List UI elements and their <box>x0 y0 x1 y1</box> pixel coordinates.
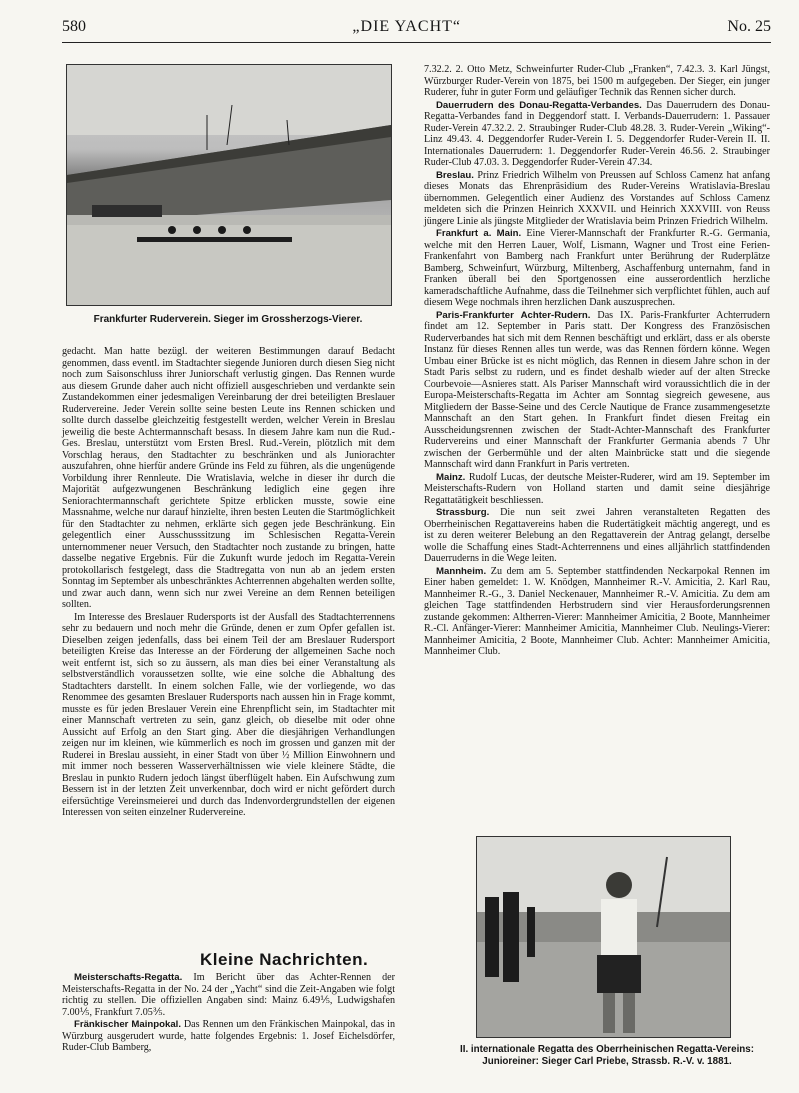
rower-photo-caption: II. internationale Regatta des Oberrheinischen Regatta-Vereins: Junioreiner: Sieger Carl Priebe, Strassb. R.-V. v. 1881. <box>460 1044 754 1067</box>
rowing-photo-image <box>67 65 391 305</box>
news-item-title: Dauerrudern des Donau-Regatta-Verbandes. <box>436 99 642 111</box>
news-item-text: Das Rennen um den Fränkischen Mainpokal, das in Würzburg ausgerudert wurde, hatte folgendes Ergebnis: 1. Josef Eichelsdörfer, Ruder-Club Bamberg, <box>62 1019 395 1053</box>
news-item-text: Im Bericht über das Achter-Rennen der Meisterschafts-Regatta in der No. 24 der „Yacht“ sind die Zeit-Angaben wie folgt richtig zu stellen. Die offiziellen Angaben sind: Mainz 6.49⅕, Ludwigshafen 7.00⅕, Frankfurt 7.05⅗. <box>62 972 395 1018</box>
news-item-title: Fränkischer Mainpokal. <box>74 1019 181 1030</box>
left-column <box>62 346 395 819</box>
rower-photo <box>476 836 731 1038</box>
page-header <box>62 18 771 44</box>
news-item-title: Paris-Frankfurter Achter-Rudern. <box>436 309 591 321</box>
news-item-text: Zu dem am 5. September stattfindenden Neckarpokal Rennen im Einer haben gemeldet: 1. W. Knödgen, Mannheimer R.-V. Amicitia, 2. Karl Rau, Mannheimer R.-G., 3. Daniel Neckenauer, Mannheimer R.-V. Amicitia. Zu dem am gleichen Tage stattfindenden Herbstrudern sind vier Herausforderungsrennen zustande gekommen: Altherren-Vierer: Mannheimer Amicitia, 2 Boote, Mannheimer R.-Cl. Anfänger-Vierer: Mannheimer Amicitia, Mannheimer Club. Neulings-Vierer: Mannheimer Amicitia, 2 Boote, Mannheimer Club. Achter: Mannheimer Amicitia, Mannheimer Club. <box>424 565 770 657</box>
news-item <box>424 507 770 565</box>
news-item <box>62 1019 395 1054</box>
section-title: Kleine Nachrichten. <box>200 950 369 969</box>
news-item-title: Frankfurt a. Main. <box>436 228 522 239</box>
news-item-text: Die nun seit zwei Jahren veranstalteten Regatten des Oberrheinischen Regattavereins haben die Rudertätigkeit mächtig angeregt, und es ist zu deren weiterer Belebung an den Regattaverein der Antrag gelangt, derselbe wolle die Schaffung eines Stadt-Achterrennens und eines alljährlich stattfindenden Dauerruderns in die Wege leiten. <box>424 507 770 564</box>
news-item-title: Strassburg. <box>436 507 490 518</box>
header-rule <box>62 42 771 43</box>
news-item <box>424 566 770 658</box>
news-item-text: Rudolf Lucas, der deutsche Meister-Ruderer, wird am 19. September im Meisterschafts-Rudern von Holland starten und damit seine diesjährige Regattatätigkeit beschliessen. <box>424 471 770 506</box>
news-item-text: Das IX. Paris-Frankfurter Achterrudern findet am 12. September in Paris statt. Der Kongress des Französischen Ruderverbandes hat sich mit dem Rennen beschäftigt und erklärt, dass er als oberste Instanz für dieses Rennen alles tun werde, was das Rennen fördern könne. Wegen Umbau einer Brücke ist es nicht möglich, das Rennen in diesem Jahre schon in der Stadt Paris selbst zu rudern, und es findet deshalb wieder auf der alten Strecke Courbevoie—Asnieres statt. Als Pariser Mannschaft wird voraussichtlich die in der Europa-Meisterschafts-Regatta im Achter am Sonntag siegreich gewesene, aus Mitgliedern der Basse-Seine und des Cercle Nautique de France zusammengesetzte Mannschaft an den Start gehen. In Frankfurt findet diesen Freitag ein Ausscheidungsrennen zwischen der Stadt-Achter-Mannschaft des Frankfurter Rudervereins und einer Mannschaft der Frankfurter Germania abends 7 Uhr zwischen der Gerbermühle und der alten Mainbrücke statt und die siegende Mannschaft wird dann Frankfurt in Paris vertreten. <box>424 309 770 470</box>
rowing-photo-caption: Frankfurter Ruderverein. Sieger im Grossherzogs-Vierer. <box>93 314 363 325</box>
rower-photo-image <box>477 837 730 1037</box>
news-item <box>424 100 770 169</box>
news-item <box>62 972 395 1018</box>
journal-title: „DIE YACHT“ <box>352 18 462 35</box>
news-item-text: Das Dauerrudern des Donau-Regatta-Verbandes fand in Deggendorf statt. I. Verbands-Dauerrudern: 1. Passauer Ruder-Verein 47.32.2. 2. Straubinger Ruder-Club 48.28. 3. Ruder-Verein „Wiking“-Linz 49.43. 4. Deggendorfer Ruder-Verein I. 5. Deggendorfer Ruder-Verein II. II. Internationales Dauerrudern: 1. Deggendorfer Ruder-Verein 46.56. 2. Straubinger Ruder-Club 47.03. 3. Deggendorfer Ruder-Verein 47.34. <box>424 99 770 168</box>
issue-number: No. 25 <box>727 18 771 35</box>
news-item <box>424 472 770 507</box>
news-item <box>424 170 770 228</box>
left-paragraph: gedacht. Man hatte bezügl. der weiteren Bestimmungen darauf Bedacht genommen, dass eventl. im Stadtachter siegende Junioren durch diesen Sieg nicht noch zum Saisonschluss ihrer Juniorschaft verlustig gingen. Das Rennen wurde aus diesem Grunde daher auch nicht offiziell ausgeschrieben und verdankte sein Zustandekommen einer jedesmaligen Vereinbarung der drei beteiligten Breslauer Rudervereine. Jeder Verein sollte seine besten Leute ins Rennen schicken und sollte durch dasselbe gleichzeitig festgestellt werden, welcher Verein in Breslau jeweilig die beste Achtermannschaft besass. In diesem Jahre kam nun die Rud.-Ges. Breslau, unterstützt vom Ersten Bresl. Rud.-Verein, plötzlich mit dem Vorschlag heraus, den Stadtachter zu beschränken und als Juniorachter auszufahren, ohne hierfür andere Gründe ins Feld zu führen, als die ungenügende Vorbildung ihrer Rennleute. Die Wratislavia, welche in dieser ihr durch die Majorität aufgezwungenen Beschränkung lediglich eine gegen ihre Seniorachtermannschaft gerichtete Spitze erblicken musste, sowie eine Massnahme, welche nur darauf hinzielte, ihren besten Leuten die Startmöglichkeit für den Stadtachter zu nehmen, erklärte sich gegen jede Beschränkung. Ein gelegentlich einer Ausschusssitzung im Schlesischen Regatta-Verein unternommener neuer Versuch, den Stadtachter noch zustande zu bringen, hatte dasselbe negative Ergebnis. Für die Zukunft wurde jedoch im Regatta-Verein protokollarisch festgelegt, dass die Stadtregatta von nun ab an jedem ersten Sonntag im September als unbeschränktes Achterrennen abgehalten werden sollte, und zwar auch dann, wenn sich nur zwei Vereine an dem Rennen beteiligen sollten. <box>62 346 395 610</box>
right-paragraph: 7.32.2. 2. Otto Metz, Schweinfurter Ruder-Club „Franken“, 7.42.3. 3. Karl Jüngst, Würzburger Ruder-Verein von 1875, bei 1500 m aufgegeben. Der Sieger, ein junger Ruderer, fuhr in guter Form und geläufiger Technik das Rennen sicher durch. <box>424 64 770 98</box>
news-item <box>424 228 770 309</box>
kleine-nachrichten <box>62 972 395 1054</box>
right-column <box>424 64 770 658</box>
left-paragraph: Im Interesse des Breslauer Rudersports ist der Ausfall des Stadtachterrennens sehr zu bedauern und noch mehr die Gründe, denen er zum Opfer gefallen ist. Dieselben zeigen jedenfalls, dass bei einem Teil der am Breslauer Rudersport beteiligten Kreise das Interesse an der Förderung der allgemeinen Sache noch weit entfernt ist, sich so zu äussern, als man dies bei einer Veranstaltung als selbstverständlich voraussetzen sollte, wie eine solche die Abhaltung des Stadtachters darstellt. In einem solchen Falle, wie der vorliegende, wo das Renommee des gesamten Breslauer Rudersports nach aussen hin in Frage kommt, musste es für jeden Breslauer Verein eine Ehrenpflicht sein, im Stadtachter mit einer Mannschaft vertreten zu sein, ganz gleich, ob dieselbe mit oder ohne Aussicht auf Erfolg an den Start ging. Aber die diesjährigen Verhandlungen zeigen nur im kleinen, wie kümmerlich es noch im grossen und ganzen mit der Ruderei in Breslau aussieht, in einer Stadt von über ½ Million Einwohnern und mit immer noch besseren Wasserverhältnissen wie viele kleinere Städte, die Breslau in punkto Rudern jedoch längst überflügelt haben. Ein Aufschwung zum Bessern ist in der letzten Zeit unverkennbar, doch wird er nicht gefördert durch eifersüchtige Vereinsmeierei und durch das Indenvordergrundstellen der eigenen Interessen von seiten einzelner Rudervereine. <box>62 611 395 818</box>
news-item-title: Meisterschafts-Regatta. <box>74 972 183 983</box>
news-item-text: Prinz Friedrich Wilhelm von Preussen auf Schloss Camenz hat anfang dieses Monats das Ehrenpräsidium des Ruder-Vereins Wratislavia-Breslau übernommen. Gelegentlich einer Audienz des Vorstandes auf Schloss Camenz meldeten sich die Prinzen Heinrich XXXVII. und Heinrich XXXVIII. von Reuss jüngere Linie als jüngste Mitglieder der Wratislavia beim Prinzen Friedrich Wilhelm. <box>424 169 770 227</box>
page-number: 580 <box>62 18 86 35</box>
rowing-photo <box>66 64 392 306</box>
news-item-title: Mannheim. <box>436 565 487 577</box>
news-item-title: Mainz. <box>436 471 466 483</box>
news-item-title: Breslau. <box>436 169 474 181</box>
news-item <box>424 310 770 471</box>
news-item-text: Eine Vierer-Mannschaft der Frankfurter R.-G. Germania, welche mit den Herren Lauer, Wolf, Lismann, Wagner und Trost eine Ferien-Frankenfahrt von Bamberg nach Frankfurt unter Berührung der Ruderplätze Bamberg, Schweinfurt, Würzburg, Miltenberg, Aschaffenburg unternahm, fand in Franken überall bei den Sportgenossen eine ausserordentlich herzliche kameradschaftliche Aufnahme, dass die Teilnehmer sich verpflichtet fühlen, auch auf diesem Wege nochmals ihren herzlichen Dank auszusprechen. <box>424 228 770 308</box>
